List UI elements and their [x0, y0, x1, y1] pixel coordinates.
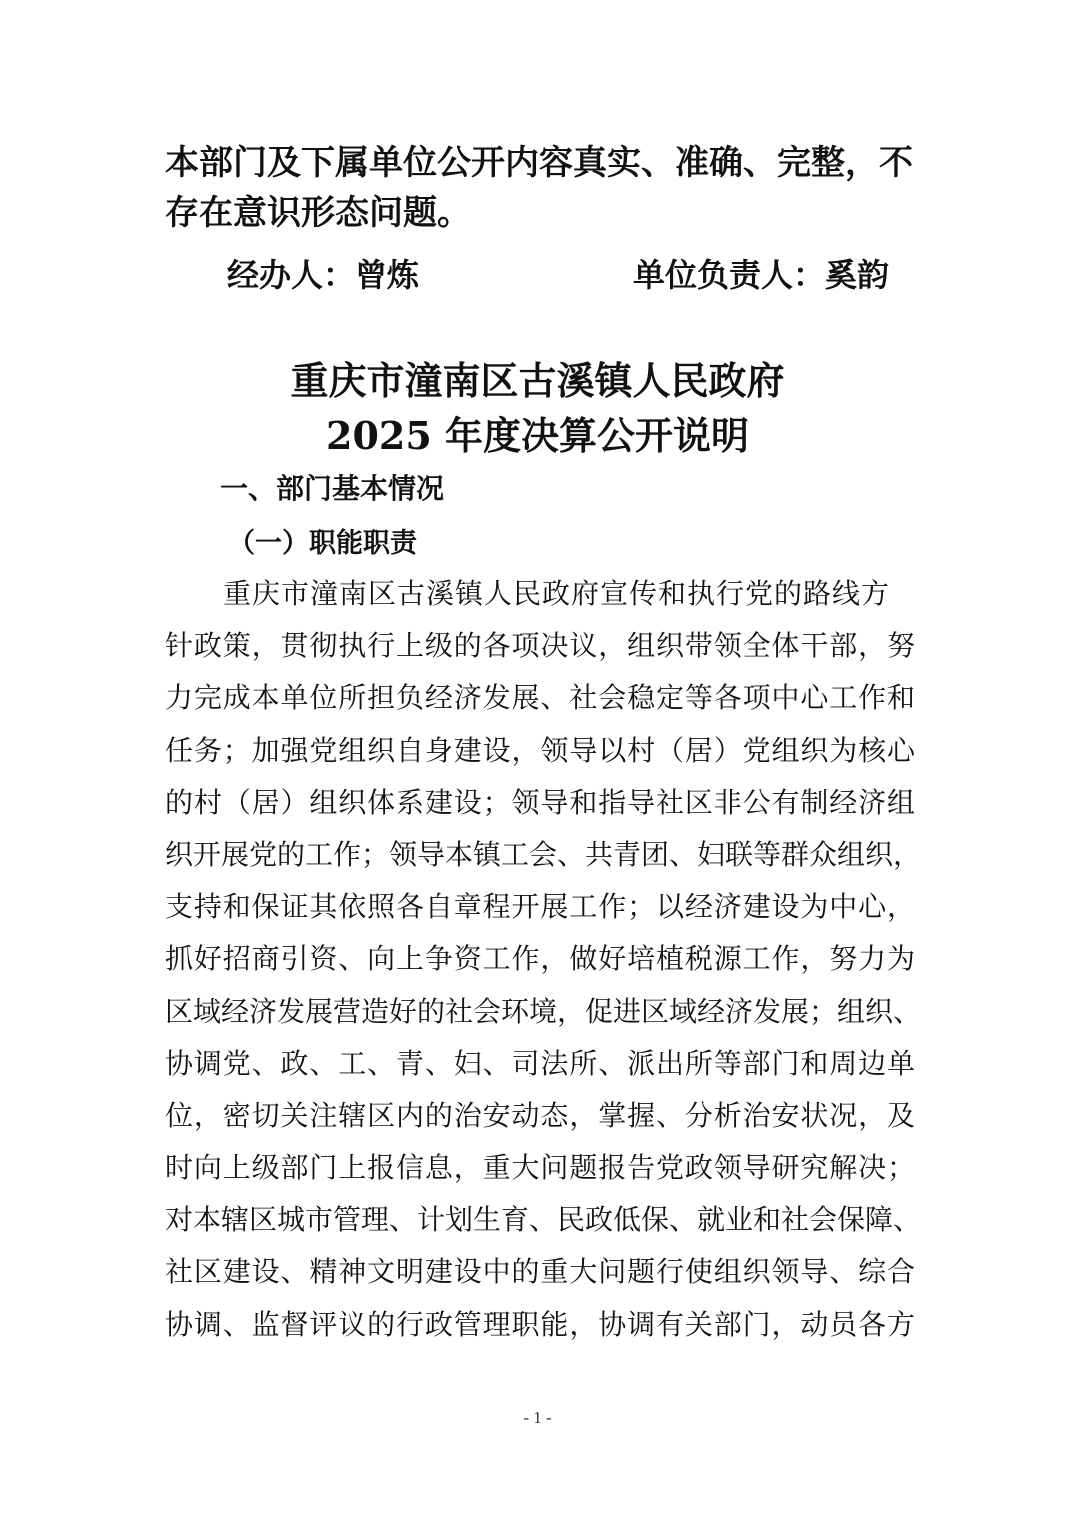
paragraph-line: 重庆市潼南区古溪镇人民政府宣传和执行党的路线方	[223, 577, 891, 610]
paragraph-line: 抓好招商引资、向上争资工作，做好培植税源工作，努力为	[165, 942, 915, 976]
body-paragraph	[165, 568, 922, 1351]
document-subtitle: 2025 年度决算公开说明	[326, 413, 749, 458]
declaration-paragraph: 本部门及下属单位公开内容真实、准确、完整，不存在意识形态问题。	[165, 143, 913, 233]
subsection-heading: （一）职能职责	[228, 528, 417, 559]
paragraph-line: 对本辖区城市管理、计划生育、民政低保、就业和社会保障、	[165, 1203, 922, 1237]
paragraph-line: 的村（居）组织体系建设；领导和指导社区非公有制经济组	[165, 785, 915, 819]
paragraph-line: 时向上级部门上报信息，重大问题报告党政领导研究解决；	[165, 1151, 915, 1185]
paragraph-line: 协调党、政、工、青、妇、司法所、派出所等部门和周边单	[165, 1046, 915, 1080]
paragraph-line: 织开展党的工作；领导本镇工会、共青团、妇联等群众组织，	[165, 837, 922, 871]
signature-row	[165, 250, 905, 294]
paragraph-line: 针政策，贯彻执行上级的各项决议，组织带领全体干部，努	[165, 629, 915, 663]
paragraph-line: 支持和保证其依照各自章程开展工作；以经济建设为中心，	[165, 890, 915, 924]
page-number: - 1 -	[523, 1408, 552, 1427]
section-heading: 一、部门基本情况	[220, 472, 445, 505]
paragraph-line: 任务；加强党组织自身建设，领导以村（居）党组织为核心	[165, 733, 915, 767]
document-title: 重庆市潼南区古溪镇人民政府	[290, 358, 785, 403]
paragraph-line: 社区建设、精神文明建设中的重大问题行使组织领导、综合	[165, 1255, 915, 1289]
paragraph-line: 区域经济发展营造好的社会环境，促进区域经济发展；组织、	[165, 994, 922, 1028]
paragraph-line: 力完成本单位所担负经济发展、社会稳定等各项中心工作和	[165, 681, 915, 715]
responsible-signature: 单位负责人：奚韵	[633, 256, 890, 294]
handler-signature: 经办人：曾炼	[227, 256, 420, 294]
paragraph-line: 协调、监督评议的行政管理职能，协调有关部门，动员各方	[165, 1307, 915, 1341]
paragraph-line: 位，密切关注辖区内的治安动态，掌握、分析治安状况，及	[165, 1098, 915, 1132]
